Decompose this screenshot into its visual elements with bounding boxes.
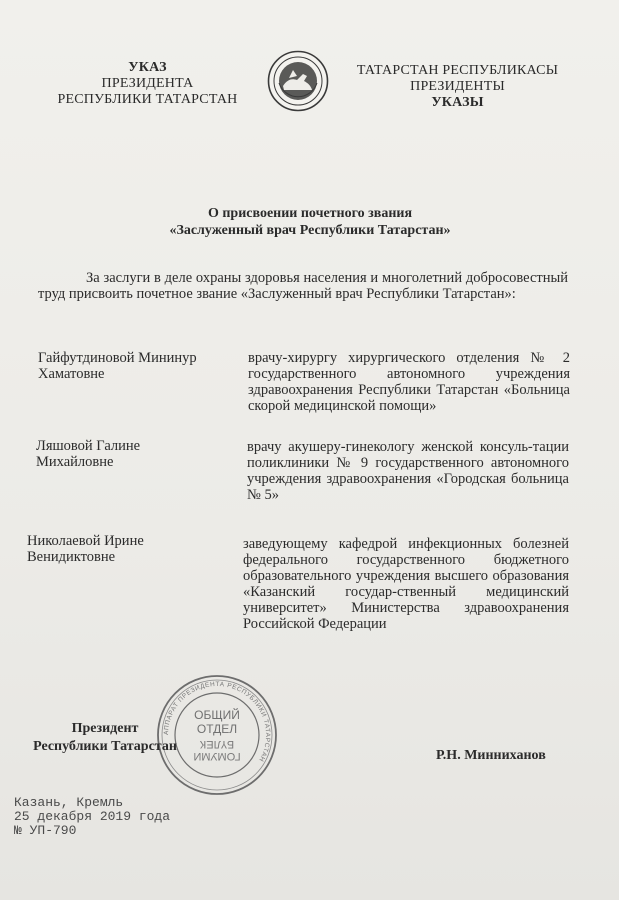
header-right-line-1: ТАТАРСТАН РЕСПУБЛИКАСЫ	[356, 63, 559, 78]
footer-number: № УП-790	[14, 823, 77, 838]
awardee-name-line-1: Гайфутдиновой Мининур	[38, 350, 197, 366]
header-left-line-1: УКАЗ	[128, 60, 167, 75]
decree-title-line-2: «Заслуженный врач Республики Татарстан»	[169, 223, 451, 238]
signatory-title-line-1: Президент	[71, 721, 139, 736]
awardee-position: врачу акушеру-гинекологу женской консуль-тации поликлиники № 9 государственного автономного учреждения здравоохранения «Городская больница № 5»	[247, 439, 569, 503]
header-right	[345, 63, 570, 111]
intro-text: За заслуги в деле охраны здоровья населения и многолетний добросовестный труд присвоить почетное звание «Заслуженный врач Республики Татарстан»:	[38, 270, 568, 302]
signatory-title-line-2: Республики Татарстан	[33, 739, 177, 754]
decree-title	[60, 205, 560, 239]
signatory-name: Р.Н. Минниханов	[436, 748, 546, 763]
stamp-line-2: ОТДЕЛ	[196, 722, 238, 736]
header-left-line-2: ПРЕЗИДЕНТА	[101, 76, 194, 91]
stamp-line-1: ОБЩИЙ	[194, 708, 240, 722]
footer-date: 25 декабря 2019 года	[14, 809, 171, 824]
decree-footer	[14, 796, 170, 838]
awardee-name	[36, 438, 246, 470]
awardee-name	[38, 350, 248, 382]
awardee-name-line-2: Хаматовне	[38, 366, 105, 382]
signatory-title	[20, 720, 190, 756]
awardee-name-line-2: Венидиктовне	[27, 549, 116, 565]
awardee-name-line-1: Николаевой Ирине	[27, 533, 144, 549]
footer-city: Казань, Кремль	[14, 795, 124, 810]
tatarstan-coat-of-arms-icon	[267, 50, 329, 112]
decree-title-line-1: О присвоении почетного звания	[207, 206, 413, 221]
header-left	[40, 60, 255, 108]
awardee-name	[27, 533, 237, 565]
stamp-line-3: ГОМУМИ	[193, 750, 241, 762]
header-right-line-2: ПРЕЗИДЕНТЫ	[410, 79, 505, 94]
awardee-name-line-1: Ляшовой Галине	[36, 438, 141, 454]
stamp-ring-text: АППАРАТ ПРЕЗИДЕНТА РЕСПУБЛИКИ ТАТАРСТАН	[162, 680, 272, 763]
awardee-position: врачу-хирургу хирургического отделения № 2 государственного автономного учреждения здравоохранения Республики Татарстан «Больница скорой медицинской помощи»	[248, 350, 570, 414]
awardee-name-line-2: Михайловне	[36, 454, 114, 470]
stamp-line-4: БҮЛЕК	[199, 738, 235, 750]
header-left-line-3: РЕСПУБЛИКИ ТАТАРСТАН	[57, 92, 238, 107]
intro-paragraph	[38, 270, 568, 302]
header-right-line-3: УКАЗЫ	[431, 95, 484, 110]
awardee-position: заведующему кафедрой инфекционных болезней федерального государственного бюджетного образовательного учреждения высшего образования «Казанский государ-ственный медицинский университет» Министерства здравоохранения Российской Федерации	[243, 536, 569, 632]
